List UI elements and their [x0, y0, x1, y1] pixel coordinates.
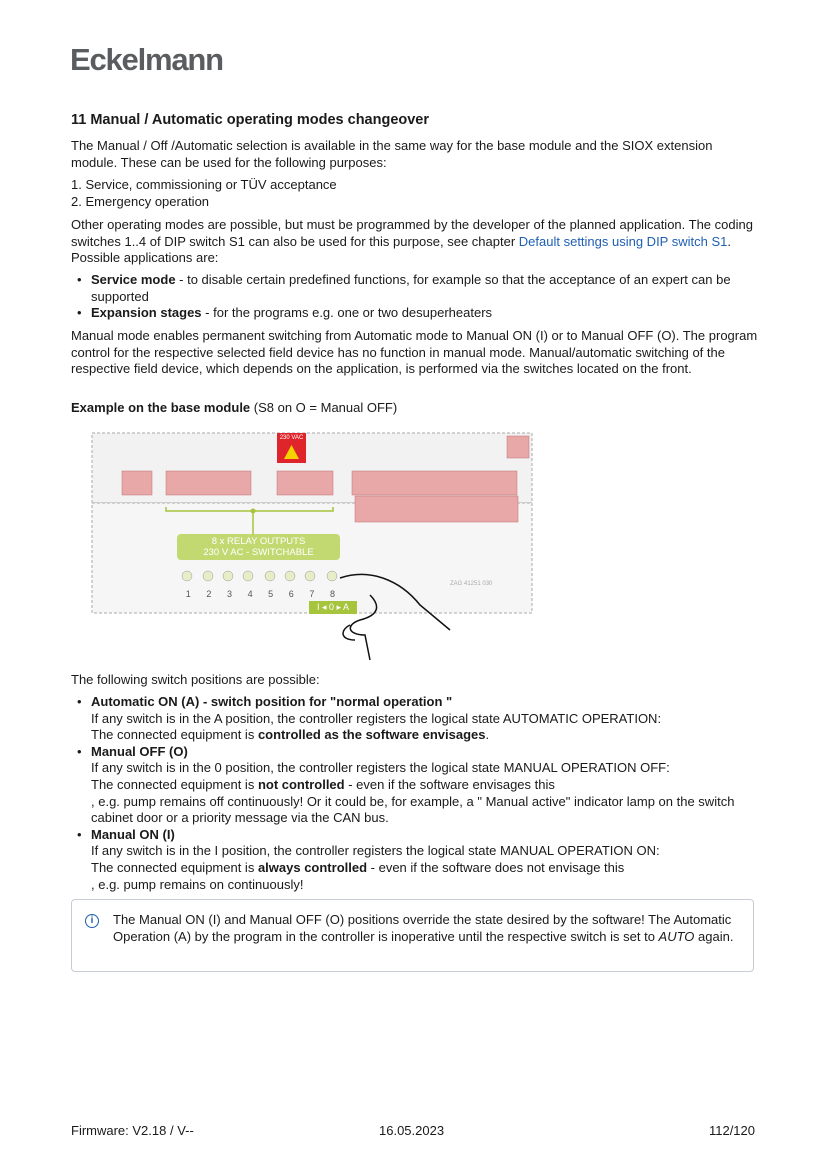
switch-number: 8	[329, 589, 335, 599]
text: If any switch is in the I position, the controller registers the logical state MANUAL OPERATION ON:	[91, 843, 660, 859]
text: , e.g. pump remains on continuously!	[91, 876, 304, 892]
positions-intro	[71, 672, 761, 689]
positions-list	[71, 694, 761, 893]
intro-text: The Manual / Off /Automatic selection is available in the same way for the base module and the SIOX extension module. These can be used for the following purposes:	[71, 138, 713, 170]
text: - even if the software does not envisage this	[367, 859, 625, 875]
intro-paragraph	[71, 138, 761, 171]
footer-page-number: 112/120	[708, 1123, 755, 1138]
position-automatic	[71, 694, 761, 744]
switch-number: 4	[247, 589, 253, 599]
switch-number: 7	[309, 589, 315, 599]
text: , e.g. pump remains off continuously! Or it could be, for example, a " Manual active" indicator lamp on the switch cabinet door or a priority message via the CAN bus.	[91, 793, 735, 826]
relay-outputs-label	[177, 536, 340, 558]
footer-date: 16.05.2023	[379, 1123, 445, 1138]
info-icon: i	[85, 914, 99, 928]
text: The connected equipment is	[91, 776, 258, 792]
position-manual-off	[71, 744, 761, 827]
info-note	[71, 899, 754, 972]
text: (S8 on O = Manual OFF)	[250, 400, 398, 415]
footer-firmware: Firmware: V2.18 / V--	[71, 1123, 194, 1138]
text: Other operating modes are possible, but must be programmed by the developer of the planned application. The coding switches 1..4 of DIP switch S1 can also be used for this purpose, see chapter	[71, 217, 753, 249]
switch-number: 3	[226, 589, 232, 599]
list-item	[71, 305, 761, 322]
text: The connected equipment is	[91, 727, 258, 743]
bold-text: Service mode	[91, 272, 176, 287]
section-heading	[71, 111, 761, 129]
italic-text: AUTO	[658, 928, 695, 944]
text: .	[485, 727, 490, 743]
switch-number: 6	[288, 589, 294, 599]
bold-text: always controlled	[257, 859, 368, 875]
text: again.	[694, 928, 734, 944]
text: If any switch is in the A position, the controller registers the logical state AUTOMATIC OPERATION:	[91, 710, 662, 726]
text: The connected equipment is	[91, 859, 258, 875]
warning-label: 230 VAC	[279, 435, 304, 441]
example-caption	[71, 400, 761, 417]
base-module-figure	[70, 430, 540, 662]
heading-text: 11 Manual / Automatic operating modes changeover	[71, 112, 430, 128]
text: - even if the software envisages this	[344, 776, 555, 792]
text: Manual mode enables permanent switching from Automatic mode to Manual ON (I) or to Manual OFF (O). The program control for the respective selected field device has no function in manual mode. Manual/automatic switching of the respective field device, which depends on the application, is performed via the switches located on the front.	[71, 328, 758, 377]
purpose-item: 1. Service, commissioning or TÜV acceptance	[71, 177, 337, 192]
text: - for the programs e.g. one or two desuperheaters	[201, 305, 493, 321]
applications-list	[71, 272, 761, 322]
eckelmann-logo: Eckelmann	[70, 42, 223, 77]
bold-text: not controlled	[257, 776, 345, 792]
text: - to disable certain predefined functions, for example so that the acceptance of an expert can be supported	[91, 272, 731, 304]
position-title: Manual OFF (O)	[91, 743, 188, 759]
dip-switch-link[interactable]: Default settings using DIP switch S1	[518, 233, 728, 249]
position-manual-on	[71, 827, 761, 893]
position-title: Manual ON (I)	[91, 826, 175, 842]
purpose-list	[71, 177, 761, 210]
relay-label-line: 8 x RELAY OUTPUTS	[211, 536, 306, 547]
part-number: ZAG 41251 030	[450, 581, 493, 587]
note-text	[113, 912, 743, 945]
other-modes-paragraph	[71, 217, 761, 267]
switch-number: 2	[206, 589, 212, 599]
list-item	[71, 272, 761, 305]
position-title: Automatic ON (A) - switch position for "normal operation "	[91, 694, 453, 709]
purpose-item: 2. Emergency operation	[71, 193, 210, 209]
text: The following switch positions are possible:	[71, 672, 320, 687]
switch-number: 1	[185, 589, 191, 599]
manual-mode-paragraph	[71, 328, 761, 378]
relay-label-line: 230 V AC - SWITCHABLE	[203, 547, 314, 558]
bold-text: Example on the base module	[71, 400, 251, 415]
text: . Possible applications are:	[71, 233, 731, 266]
selector-label: I ◂ 0 ▸ A	[316, 602, 350, 612]
bold-text: controlled as the software envisages	[257, 727, 486, 743]
text: The Manual ON (I) and Manual OFF (O) positions override the state desired by the software! The Automatic Operation (A) by the program in the controller is inoperative until the respective switch is set to	[113, 912, 732, 944]
text: If any switch is in the 0 position, the controller registers the logical state MANUAL OPERATION OFF:	[91, 760, 670, 776]
switch-number: 5	[268, 589, 274, 599]
bold-text: Expansion stages	[91, 305, 202, 321]
